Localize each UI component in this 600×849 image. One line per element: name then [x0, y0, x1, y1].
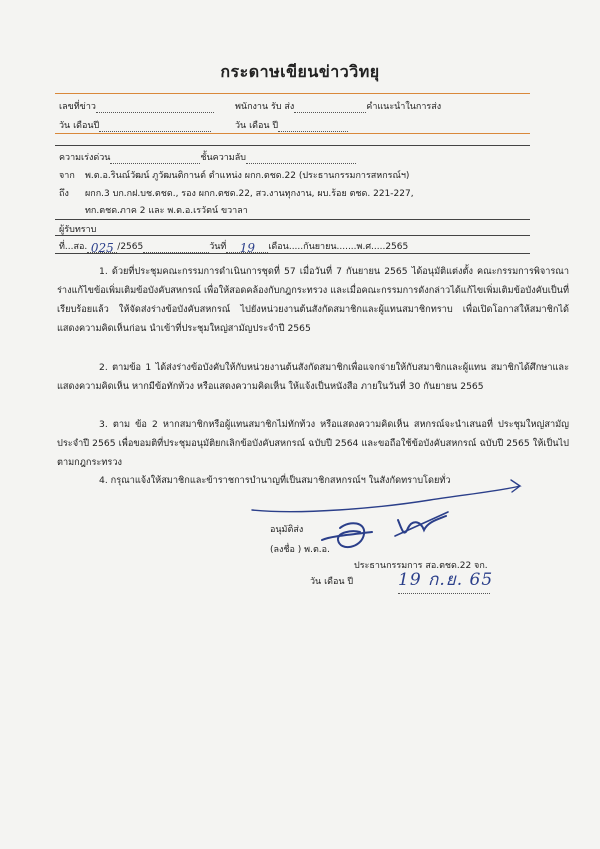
urgency-label: ความเร่งด่วน	[59, 153, 111, 163]
operator-label: พนักงาน รับ ส่ง	[235, 102, 295, 112]
date-label-left: วัน เดือนปี	[59, 121, 100, 131]
to-line-2: ทก.ตชด.ภาค 2 และ พ.ต.อ.เรวัตน์ ขวาลา	[85, 206, 248, 216]
to-label: ถึง	[59, 189, 69, 199]
month-year-label: เดือน.....กันยายน.......พ.ศ.....2565	[268, 242, 409, 252]
message-no-label: เลขที่ข่าว	[59, 102, 96, 112]
ref-prefix: ที่...สอ.	[59, 242, 88, 252]
ref-number-handwritten: 025	[87, 241, 117, 253]
approved-label: อนุมัติส่ง	[270, 525, 304, 535]
signer-position: ประธานกรรมการ สอ.ตชด.22 จก.	[354, 561, 488, 571]
secrecy-label: ชั้นความลับ	[200, 153, 246, 163]
signed-label: (ลงชื่อ ) พ.ต.อ.	[270, 545, 330, 555]
body-paragraph-2-text: 2. ตามข้อ 1 ได้ส่งร่างข้อบังคับให้กับหน่วยงานต้นสังกัดสมาชิกเพื่อแจกจ่ายให้กับสมาชิกและผู้แทน สมาชิกได้ศึกษาและแสดงความคิดเห็น หากมีข้อทักท้วง หรือแสดงความคิดเห็น ให้แจ้งเป็นหนังสือ ภายในวันที่ 30 กันยายน 2565	[57, 362, 569, 392]
date-label-right: วัน เดือน ปี	[235, 121, 279, 131]
body-paragraph-4-text: 4. กรุณาแจ้งให้สมาชิกและข้าราชการบำนาญที่เป็นสมาชิกสหกรณ์ฯ ในสังกัดทราบโดยทั่ว	[99, 475, 451, 486]
info-label: ผู้รับทราบ	[59, 225, 97, 235]
body-paragraph-3-text: 3. ตาม ข้อ 2 หากสมาชิกหรือผู้แทนสมาชิกไม่ทักท้วง หรือแสดงความคิดเห็น สหกรณ์จะนำเสนอที่ ประชุมใหญ่สามัญ ประจำปี 2565 เพื่อขอมติที่ประชุมอนุมัติยกเลิกข้อบังคับสหกรณ์ ฉบับปี 2564 และขอถือใช้ข้อบังคับสหกรณ์ ฉบับปี 2565 ให้เป็นไปตามกฎกระทรวง	[57, 419, 569, 468]
body-paragraph-1-text: 1. ด้วยที่ประชุมคณะกรรมการดำเนินการชุดที่ 57 เมื่อวันที่ 7 กันยายน 2565 ได้อนุมัติแต่งตั้ง คณะกรรมการพิจารณาร่างแก้ไขข้อเพิ่มเติมข้อบังคับสหกรณ์ เพื่อให้สอดคล้องกับกฎกระทรวง และเมื่อคณะกรรมการดังกล่าวได้แก้ไขเพิ่มเติมข้อบังคับเป็นที่เรียบร้อยแล้ว ให้จัดส่งร่างข้อบังคับสหกรณ์ ไปยังหน่วยงานต้นสังกัดสมาชิกและผู้แทนสมาชิกทราบ เพื่อเปิดโอกาสให้สมาชิกได้แสดงความคิดเห็นก่อน นำเข้าที่ประชุมใหญ่สามัญประจำปี 2565	[57, 266, 569, 334]
page-title: กระดาษเขียนข่าววิทยุ	[220, 62, 380, 81]
advice-label: คำแนะนำในการส่ง	[366, 102, 442, 112]
ref-year: /2565	[117, 242, 144, 252]
sign-date-handwritten: 19 ก.ย. 65	[398, 566, 490, 594]
day-handwritten: 19	[226, 241, 268, 253]
from-label: จาก	[59, 171, 75, 181]
to-line-1: ผกก.3 บก.กฝ.บช.ตชด., รอง ผกก.ตชด.22, สว.งานทุกงาน, ผบ.ร้อย ตชด. 221-227,	[85, 189, 414, 199]
day-label: วันที่	[209, 242, 227, 252]
sign-date-label: วัน เดือน ปี	[310, 577, 354, 587]
from-text: พ.ต.อ.รินณ์วัฒน์ ภูวัฒนติกานต์ ตำแหน่ง ผกก.ตชด.22 (ประธานกรรมการสหกรณ์ฯ)	[85, 171, 410, 181]
